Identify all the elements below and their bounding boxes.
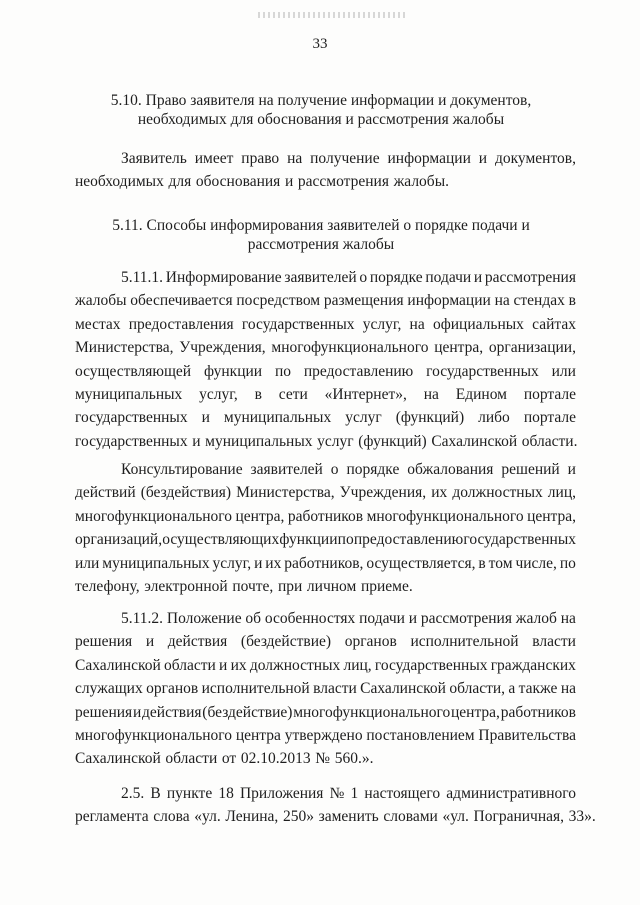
word: либо	[478, 409, 510, 427]
word: органов	[344, 633, 397, 651]
word: документов,	[494, 150, 576, 167]
word: и	[219, 656, 228, 674]
word: по	[337, 531, 354, 549]
word: рассмотрения	[420, 610, 512, 627]
text-line	[75, 528, 576, 551]
word: рассмотрения	[484, 269, 576, 286]
word: информации	[387, 150, 471, 167]
word: их	[431, 484, 448, 502]
word: 5.11.2.	[121, 610, 164, 627]
text-line	[75, 170, 576, 193]
word: особенностях	[264, 610, 356, 627]
word: на	[560, 680, 576, 698]
paragraph-2-5	[75, 782, 596, 829]
scan-artifact	[258, 12, 406, 18]
text-line	[75, 747, 576, 770]
word: власти	[313, 680, 357, 698]
text-line	[75, 481, 576, 504]
word: порядке	[346, 461, 400, 478]
word: области.	[521, 432, 578, 450]
word: рассмотрения	[297, 173, 389, 191]
word: их	[230, 656, 247, 674]
word: 250»	[282, 808, 314, 826]
word: (бездействия)	[140, 484, 232, 502]
page-number: 33	[312, 36, 328, 52]
word: от	[221, 750, 237, 768]
text-line	[75, 575, 576, 598]
word: должностных	[452, 484, 543, 502]
word: многофункционального	[75, 507, 233, 525]
heading-line: 5.11. Способы информирования заявителей о порядке подачи и	[112, 217, 530, 234]
word: 1	[350, 785, 359, 802]
text-line	[75, 701, 576, 724]
word: или	[75, 554, 100, 572]
word: и	[408, 610, 418, 627]
word: работников	[500, 703, 576, 721]
word: размещения	[323, 292, 404, 310]
text-line	[75, 607, 576, 630]
word: функции	[203, 362, 263, 380]
word: исполнительной	[410, 633, 519, 651]
text-line	[75, 458, 576, 481]
word: услуг,	[212, 554, 252, 572]
word: утверждено	[284, 726, 363, 744]
word: их	[265, 554, 282, 572]
word: или	[551, 362, 576, 380]
word: и	[284, 173, 294, 191]
word: Приложения	[239, 785, 324, 802]
word: постановлением	[366, 726, 475, 744]
word: предоставлению	[303, 362, 414, 380]
word: многофункционального	[271, 339, 429, 357]
word: а	[508, 680, 516, 698]
word: сайтах	[532, 315, 576, 333]
word: Положение	[166, 610, 242, 627]
word: обжалования	[407, 461, 494, 478]
word: Ленина,	[225, 808, 279, 826]
word: центра,	[434, 339, 484, 357]
word: центра	[235, 726, 281, 744]
word: порядке	[369, 269, 423, 286]
word: на	[494, 292, 510, 310]
word: и	[145, 633, 155, 651]
word: и	[567, 461, 576, 478]
word: организаций,	[75, 531, 163, 549]
word: 18	[218, 785, 234, 802]
paragraph-5-11-1	[75, 266, 576, 453]
word: Информирование	[165, 269, 282, 286]
word: и	[132, 703, 142, 721]
word: том	[488, 554, 513, 572]
text-line	[75, 654, 576, 677]
word: «ул.	[442, 808, 469, 826]
word: и	[254, 554, 263, 572]
word: местах	[75, 315, 121, 333]
word: осуществляющей	[75, 362, 192, 380]
word: приеме.	[360, 577, 413, 595]
word: Учреждения,	[339, 484, 427, 502]
word: Сахалинской	[431, 432, 518, 450]
word: функции	[279, 531, 338, 549]
word: лиц,	[547, 484, 576, 502]
paragraph-consultation	[75, 458, 576, 598]
word: на	[409, 315, 425, 333]
text-line	[75, 782, 576, 805]
word: личном	[306, 577, 357, 595]
word: словами	[383, 808, 438, 826]
word: подачи	[359, 610, 405, 627]
word: о	[330, 461, 339, 478]
word: 33».	[568, 808, 596, 826]
word: в	[478, 554, 486, 572]
word: лиц,	[343, 656, 372, 674]
word: 02.10.2013	[240, 750, 311, 768]
word: центра,	[527, 507, 576, 525]
word: официальных	[432, 315, 524, 333]
word: право	[241, 150, 280, 167]
word: жалоб	[515, 610, 557, 627]
text-line	[75, 677, 576, 700]
word: также	[518, 680, 558, 698]
word: Министерства,	[75, 339, 174, 357]
word: в	[254, 385, 262, 403]
word: и	[201, 409, 210, 427]
word: Сахалинской	[75, 656, 161, 674]
word: при	[277, 577, 303, 595]
word: о	[359, 269, 368, 286]
text-line	[75, 336, 576, 359]
text-line	[75, 724, 576, 747]
word: Заявитель	[121, 150, 187, 167]
word: заменить	[318, 808, 379, 826]
word: на	[560, 610, 576, 627]
word: получение	[310, 150, 380, 167]
word: государственных	[374, 656, 488, 674]
word: портале	[523, 385, 576, 403]
word: и	[473, 269, 483, 286]
text-line	[75, 630, 576, 653]
heading-line: 5.10. Право заявителя на получение информации и документов,	[110, 92, 532, 109]
word: заявителей	[284, 269, 357, 286]
word: слова	[153, 808, 190, 826]
word: муниципальных	[75, 385, 183, 403]
word: (функций)	[358, 432, 427, 450]
word: области	[165, 750, 218, 768]
word: (бездействие)	[202, 703, 293, 721]
word: имеет	[194, 150, 234, 167]
word: Консультирование	[121, 461, 243, 478]
text-line	[75, 505, 576, 528]
word: по	[559, 554, 576, 572]
text-line	[75, 406, 576, 429]
word: 2.5.	[121, 785, 145, 802]
word: на	[423, 385, 439, 403]
word: В	[150, 785, 161, 802]
word: предоставления	[128, 315, 234, 333]
word: Сахалинской	[360, 680, 446, 698]
word: муниципальных	[102, 554, 210, 572]
word: государственных	[75, 409, 188, 427]
word: портале	[523, 409, 576, 427]
word: области,	[449, 680, 506, 698]
word: обоснования	[195, 173, 281, 191]
word: и	[192, 432, 201, 450]
word: Едином	[455, 385, 507, 403]
word: об	[245, 610, 262, 627]
word: действия	[142, 703, 202, 721]
section-heading-5-10	[80, 91, 562, 129]
word: услуг,	[199, 385, 238, 403]
word: жалобы.	[393, 173, 449, 191]
text-line	[75, 266, 576, 289]
word: посредством	[236, 292, 321, 310]
word: осуществляющих	[162, 531, 280, 549]
word: Учреждения,	[179, 339, 266, 357]
text-line	[75, 289, 576, 312]
word: муниципальных	[223, 409, 332, 427]
word: почте,	[232, 577, 274, 595]
word: сети	[278, 385, 308, 403]
word: услуг	[317, 432, 354, 450]
word: области	[164, 656, 216, 674]
word: государственных	[75, 432, 188, 450]
word: №	[329, 785, 345, 802]
word: пункте	[166, 785, 213, 802]
word: электронной	[144, 577, 228, 595]
word: 560.».	[334, 750, 374, 768]
word: (бездействие)	[240, 633, 332, 651]
word: (функций)	[395, 409, 465, 427]
word: по	[274, 362, 292, 380]
word: многофункционального	[366, 507, 524, 525]
word: муниципальных	[205, 432, 313, 450]
text-line	[75, 805, 596, 828]
text-line	[75, 552, 576, 575]
word: услуг,	[362, 315, 402, 333]
word: настоящего	[364, 785, 441, 802]
word: подачи	[425, 269, 472, 286]
heading-line: необходимых для обоснования и рассмотрения жалобы	[137, 111, 505, 128]
word: Пограничная,	[473, 808, 565, 826]
word: органов	[146, 680, 199, 698]
text-line	[75, 430, 576, 453]
word: Правительства	[478, 726, 576, 744]
word: телефону,	[75, 577, 140, 595]
section-heading-5-11	[80, 216, 562, 254]
word: решения	[75, 703, 133, 721]
word: Министерства,	[236, 484, 335, 502]
word: осуществляется,	[366, 554, 476, 572]
word: Сахалинской	[75, 750, 161, 768]
word: для	[168, 173, 192, 191]
paragraph-5-11-2	[75, 607, 576, 771]
word: необходимых	[75, 173, 164, 191]
text-line	[75, 383, 576, 406]
word: «Интернет»,	[324, 385, 407, 403]
word: заявителей	[250, 461, 323, 478]
word: действия	[167, 633, 228, 651]
word: многофункционального	[293, 703, 451, 721]
word: работников	[287, 507, 364, 525]
word: «ул.	[194, 808, 221, 826]
word: многофункционального	[75, 726, 233, 744]
word: государственных	[241, 315, 355, 333]
word: служащих	[75, 680, 143, 698]
word: организации,	[488, 339, 576, 357]
word: центра,	[451, 703, 500, 721]
word: решений	[501, 461, 560, 478]
word: регламента	[75, 808, 149, 826]
word: центра,	[235, 507, 285, 525]
heading-line: рассмотрения жалобы	[247, 236, 395, 253]
word: государственных	[463, 531, 576, 549]
text-line	[75, 147, 576, 170]
word: 5.11.1.	[121, 269, 164, 286]
word: обеспечивается	[130, 292, 233, 310]
word: числе,	[515, 554, 557, 572]
word: решения	[75, 633, 133, 651]
word: действий	[75, 484, 136, 502]
word: №	[315, 750, 331, 768]
word: в	[568, 292, 576, 310]
word: работников,	[284, 554, 364, 572]
text-line	[75, 313, 576, 336]
word: на	[287, 150, 303, 167]
word: стендах	[513, 292, 565, 310]
word: гражданских	[490, 656, 576, 674]
text-line	[75, 360, 576, 383]
word: власти	[532, 633, 576, 651]
word: исполнительной	[201, 680, 310, 698]
word: предоставлению	[353, 531, 464, 549]
word: и	[478, 150, 488, 167]
word: должностных	[249, 656, 341, 674]
word: государственных	[426, 362, 539, 380]
word: административного	[446, 785, 576, 802]
word: информации	[407, 292, 491, 310]
paragraph-applicant-right	[75, 147, 576, 194]
word: услуг	[345, 409, 382, 427]
word: жалобы	[75, 292, 127, 310]
